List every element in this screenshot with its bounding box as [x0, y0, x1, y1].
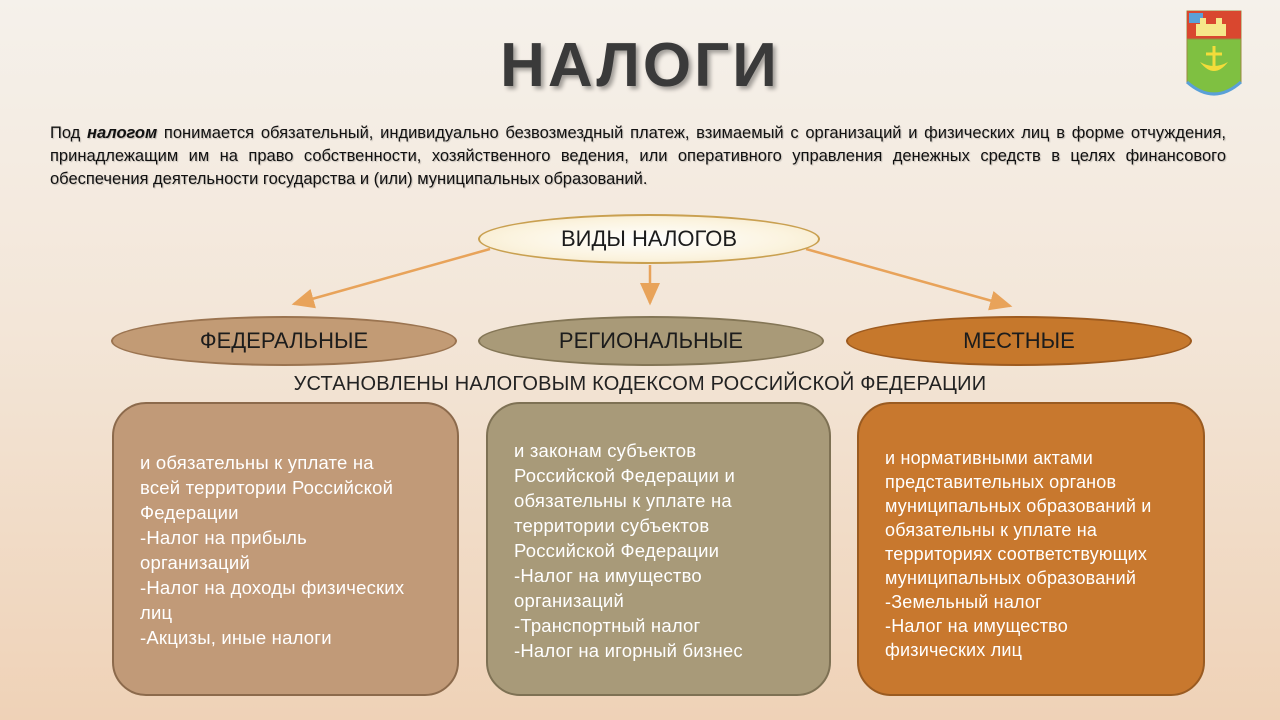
- box-line: -Налог на прибыль: [140, 527, 308, 548]
- arrow-to-local: [806, 249, 1010, 306]
- box-line: и законам субъектов: [514, 440, 697, 461]
- box-line: -Транспортный налог: [514, 615, 701, 636]
- local-category: МЕСТНЫЕ: [846, 316, 1192, 366]
- box-line: -Налог на доходы физических: [140, 577, 405, 598]
- box-line: -Налог на имущество: [514, 565, 702, 586]
- box-line: и нормативными актами: [885, 448, 1093, 468]
- regional-category: РЕГИОНАЛЬНЫЕ: [478, 316, 824, 366]
- box-line: Российской Федерации и: [514, 465, 736, 486]
- box-line: и обязательны к уплате на: [140, 452, 374, 473]
- box-line: Российской Федерации: [514, 540, 720, 561]
- box-line: муниципальных образований и: [885, 496, 1152, 516]
- definition-term: налогом: [87, 124, 158, 142]
- box-line: организаций: [514, 590, 624, 611]
- box-line: муниципальных образований: [885, 568, 1137, 588]
- federal-taxes-box: [112, 402, 459, 696]
- box-line: обязательны к уплате на: [514, 490, 732, 511]
- local-taxes-box: [857, 402, 1205, 696]
- box-line: обязательны к уплате на: [885, 520, 1098, 540]
- tax-types-node: ВИДЫ НАЛОГОВ: [478, 214, 820, 264]
- arrow-to-federal: [294, 249, 490, 304]
- box-line: представительных органов: [885, 472, 1117, 492]
- box-line: -Земельный налог: [885, 592, 1042, 612]
- regional-taxes-box: [486, 402, 831, 696]
- box-line: физических лиц: [885, 640, 1023, 660]
- box-line: территориях соответствующих: [885, 544, 1148, 564]
- tax-code-caption: УСТАНОВЛЕНЫ НАЛОГОВЫМ КОДЕКСОМ РОССИЙСКОЙ ФЕДЕРАЦИИ: [293, 373, 987, 395]
- box-line: всей территории Российской: [140, 477, 394, 498]
- box-line: -Налог на имущество: [885, 616, 1068, 636]
- box-line: лиц: [140, 602, 173, 623]
- box-line: организаций: [140, 552, 250, 573]
- definition-text: Под налогом понимается обязательный, индивидуально безвозмездный платеж, взимаемый с организаций и физических лиц в форме отчуждения, принадлежащим им на право собственности, хозяйственного ведения, или оперативного управления денежных средств в целях финансового обеспечения деятельности государства и (или) муниципальных образований.: [50, 124, 1227, 188]
- box-line: -Акцизы, иные налоги: [140, 627, 332, 648]
- federal-category: ФЕДЕРАЛЬНЫЕ: [111, 316, 457, 366]
- box-line: Федерации: [140, 502, 239, 523]
- box-line: территории субъектов: [514, 515, 710, 536]
- box-line: -Налог на игорный бизнес: [514, 640, 743, 661]
- page-title: НАЛОГИ: [500, 31, 780, 100]
